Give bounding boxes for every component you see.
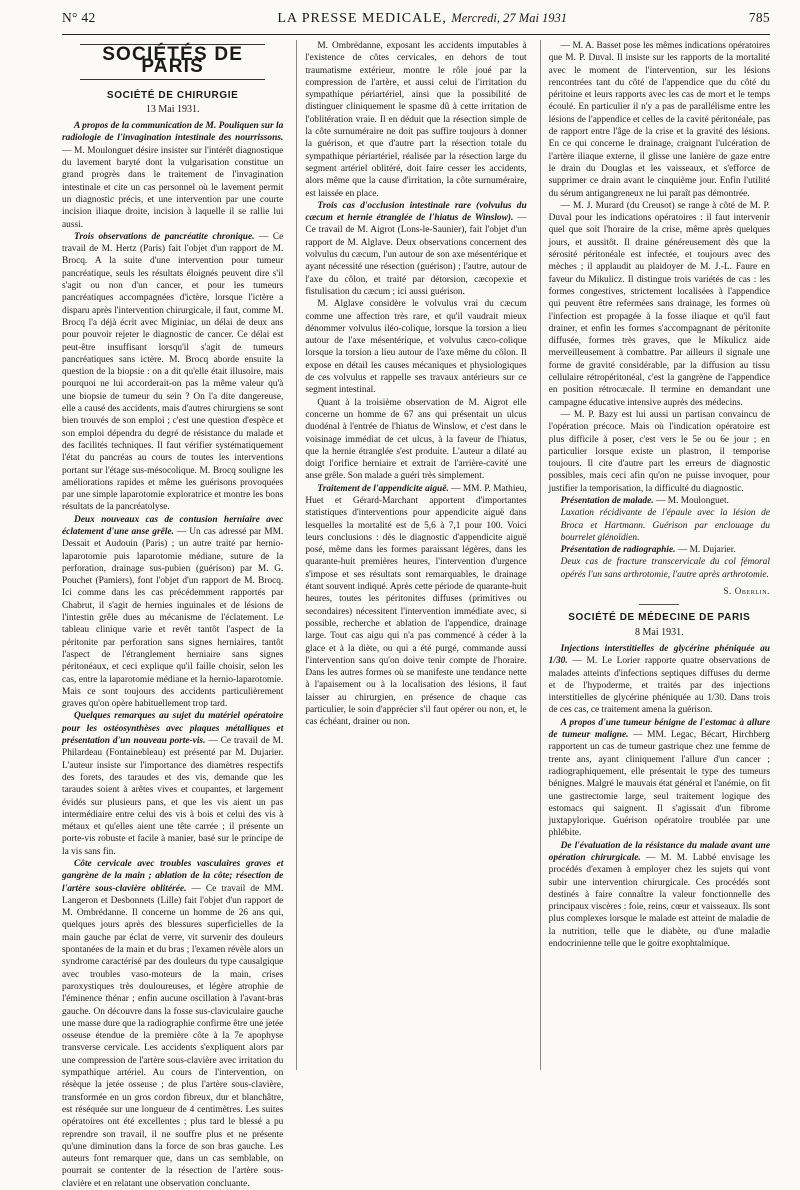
article-title: Quelques remarques au sujet du matériel opératoire pour les ostéosynthèses avec plaques métalliques et présentation d'un nouveau porte-vis. [62,711,284,747]
article-paragraph [549,840,770,951]
article-body: — Un cas adressé par MM. Dessait et Audouin (Paris) ; un autre traité par hernio-laparotomie puis laparotomie médiane, suture de la perforation, drainage sus-pubien (guérison) par M. G. Pouchet (Pamiers), font l'objet d'un rapport de M. Brocq. Ici comme dans les cas précédemment rapportés par Chabrut, il s'agit de hernies inguinales et de lésions de l'intestin grêle dues au mécanisme de l'éclatement. Le tableau clinique varie et revêt tantôt l'aspect de la péritonite par perforation sans signes herniaires, tantôt l'aspect de l'étranglement herniaire sans signes péritonéaux, et ceci explique qu'il faille choisir, selon les cas, entre la laparotomie médiane et la hernio-laparotomie. Mais ce sont toujours des accidents particulièrement graves qu'on opère habituellement trop tard. [62,526,284,710]
article-body: M. Ombrédanne, exposant les accidents imputables à l'existence de côtes cervicales, en dehors de tout traumatisme extérieur, montre le rôle joué par la compression de l'artère, et aussi celui de l'irritation du sympathique périartériel, ainsi que la possibilité de distinguer cliniquement le spasme dû à cette irritation de l'oblitération vraie. Il en déduit que la résection simple de la côte surnuméraire ne doit pas suffire toujours à donner la guérison, et que d'autre part la résection totale du sympathique périartériel, réalisée par la résection large du segment artériel oblitéré, doit faire cesser les accidents, alors même que la cause d'irritation, la côte surnuméraire, est laissée en place. [305,41,527,199]
article-paragraph [62,514,283,711]
article-body: — M. A. Basset pose les mêmes indications opératoires que M. P. Duval. Il insiste sur les rapports de la mortalité avec le moment de l'intervention, sur les lésions rencontrées tant du côté de l'appendice que du côté du péritoine et leurs rapports avec les cas de mort et le temps écoulé. En particulier il n'y a pas de parallélisme entre les lésions de l'appendice et celles de la cavité péritonéale, pas de rapport entre l'âge de la crise et la gravité des lésions. En ce qui concerne le drainage, craignant l'ulcération de l'artère iliaque externe, il glisse une lanière de gaze entre le drain du Douglas et les vaisseaux, et s'efforce de supprimer ce drain avant le cinquième jour. Enfin l'utilité du sérum antigangreneux ne lui paraît pas démontrée. [548,41,770,199]
article-title: Deux nouveaux cas de contusion herniaire avec éclatement d'une anse grêle. [62,514,284,537]
article-body: — MM. P. Mathieu, Huet et Gérard-Marchant apportent d'importantes statistiques d'interventions pour appendicite aiguë dans lesquelles la mortalité est de 5,6 à 7,1 pour 100. Voici leurs conclusions : dès le diagnostic d'appendicite aiguë posé, même dans les formes paraissant légères, dans les quarante-huit premières heures, l'intervention d'urgence s'impose et ses résultats sont remarquables, le drainage étant souvent indiqué. Après cette période de quarante-huit heures, toutes les péritonites diffuses (primitives ou secondaires) nécessitent l'intervention immédiate avec, si possible, recherche et ablation de l'appendice, drainage large. Tout cas aigu qui n'a pas commencé à céder à la glace et à la diète, ou qui a été purgé, commande aussi l'intervention sans qu'on doive tenir compte de l'horaire. Dans les autres formes où se manifeste une tendance nette à l'apaisement ou à la localisation des lésions, il faut laisser au chirurgien, en présence de chaque cas particulier, le soin d'apprécier s'il faut opérer ou non, et, le cas échéant, drainer ou non. [305,483,527,728]
article-body: M. Alglave considère le volvulus vrai du cæcum comme une affection très rare, et qu'il vaudrait mieux dénommer volvulus iléo-colique, lorsque la torsion a lieu autour de l'axe mésentérique, et volvulus cæco-colique lorsque la torsion a lieu autour de l'axe même du côlon. Il expose en détail les causes mécaniques et physiologiques de ces volvulus et rappelle ses travaux antérieurs sur ce segment intestinal. [305,299,527,396]
article-body: Quant à la troisième observation de M. Aigrot elle concerne un homme de 67 ans qui présentait un ulcus duodénal à l'entrée de l'hiatus de Winslow, et c'est dans le voisinage immédiat de cet ulcus, à la faveur de l'hiatus, que la hernie étranglée s'est produite. L'auteur a dilaté au doigt l'orifice herniaire et extrait de l'arrière-cavité une anse grêle. Son malade a guéri très simplement. [305,397,527,482]
article-paragraph [305,483,526,729]
article-body: — M. J. Murard (du Creusot) se range à côté de M. P. Duval pour les indications opératoires : il faut intervenir quel que soit l'horaire de la crise, même après quelques jours, et aussitôt. Il draine généreusement dès que la sérosité péritonéale est infectée, et toujours avec des mèches ; il applaudit au plaidoyer de M. J.-L. Faure en faveur du Mikulicz. Il distingue trois variétés de cas : les formes congestives, strictement localisées à l'appendice qui peuvent être refermées sans drainage, les formes où l'infection est propagée à la fosse iliaque et qu'il faut drainer, et enfin les formes s'accompagnant de péritonite diffusée, formes très graves, que le Mikulicz aide merveilleusement à combattre. Par ailleurs il signale une forme de gravité considérable, par la diffusion au tissu cellulaire rétropéritonéal, c'est la gangrène de l'appendice en position rétrocæcale. Il termine en demandant une campagne éducative intensive auprès des médecins. [548,200,770,408]
journal-title: LA PRESSE MEDICALE, [277,11,447,26]
article-body: — M. Le Lorier rapporte quatre observations de malades atteints d'infections septiques diffuses du derme et de l'hypoderme, et traités par des injections interstitielles de glycérine phéniquée au 1/30. Dans trois de ces cas, ce traitement amena la guérison. [548,656,770,716]
article-title: A propos de la communication de M. Pouliquen sur la radiologie de l'invagination intestinale des nourrissons. [62,121,284,144]
article-title: A propos d'une tumeur bénigne de l'estomac à allure de tumeur maligne. [548,717,770,741]
article-paragraph [305,298,526,396]
article-paragraph [549,544,770,556]
article-title: Traitement de l'appendicite aiguë. [317,483,449,494]
article-paragraph [549,200,770,409]
article-title: Trois observations de pancréatite chronique. [74,231,255,242]
article-title: Trois cas d'occlusion intestinale rare (volvulus du cæcum et hernie étranglée de l'hiatus de Winslow). [305,200,527,224]
article-paragraph [549,717,770,840]
article-paragraph [549,40,770,200]
article-body: — M. Moulonguet désire insister sur l'intérêt diagnostique du lavement baryté dont la vulgarisation constitue un grand progrès dans le traitement de l'invagination intestinale et cite un cas personnel où le lavement permit un diagnostic précis, et une intervention par une courte incision iliaque droite, incision à laquelle il se rallie lui aussi. [62,145,284,230]
header-rule [62,34,770,35]
article-subtitle: Deux cas de fracture transcervicale du col fémoral opérés l'un sans arthrotomie, l'autre après arthrotomie. [560,557,770,580]
journal-title-line [277,11,567,27]
article-paragraph [305,40,526,200]
article-paragraph [62,231,283,514]
article-body: — M. Moulonguet. [653,495,729,506]
section-divider [639,604,679,605]
article-paragraph [62,710,283,858]
article-title: Côte cervicale avec troubles vasculaires graves et gangrène de la main ; ablation de la côte; résection de l'artère sous-clavière oblitérée. [62,859,284,894]
article-title: Présentation de malade. [560,495,654,506]
article-paragraph [62,858,283,1190]
article-body: — M. M. Labbé envisage les procédés d'examen à employer chez les sujets qui vont subir une intervention chirurgicale. Ces procédés sont destinés à faire connaître la valeur fonctionnelle des principaux viscères : foie, reins, cœur et vaisseaux. Ils sont plus complexes lorsque le malade est atteint de maladie de la nutrition, telle que le diabète, ou d'une maladie endocrinienne telle que le goitre exophtalmique. [548,853,770,950]
article-paragraph [549,495,770,507]
reporter-signature: S. Oberlin. [723,586,770,597]
column-3 [540,40,770,1070]
article-subtitle: Luxation récidivante de l'épaule avec la lésion de Broca et Hartmann. Guérison par enclouage du bourrelet glénoïdien. [560,508,770,543]
text-columns [62,40,770,1189]
page-number: 785 [748,10,770,25]
article-body: — Ce travail de MM. Langeron et Desbonnets (Lille) fait l'objet d'un rapport de M. Ombrédanne. Il concerne un homme de 26 ans qui, quelques jours après des blessures superficielles de la main gauche par éclat de verre, vit survenir des douleurs spontanées de la main et du bras ; l'examen révèle alors un syndrome caractérisé par des douleurs du type causalgique avec troubles vaso-moteurs de la main, crises paroxystiques très douloureuses, et légère atrophie de l'éminence thénar ; enfin aucune oscillation à l'avant-bras gauche. On découvre dans la fosse sus-claviculaire gauche une masse dure que la radiographie confirme être une jetée osseuse étendue de la première côte à la 7e apophyse transverse cervicale. Les accidents s'expliquent alors par une compression de l'artère sous-clavière avec irritation du sympathique artériel. Au cours de l'intervention, on résèque la jetée osseuse ; de plus l'artère sous-clavière, transformée en un gros cordon fibreux, dur et blanchâtre, est réséquée sur une longueur de 4 centimètres. Les suites opératoires ont été excellentes ; plus tard le blessé a pu reprendre son travail, il ne souffre plus et ne présente qu'une diminution dans la force de son bras gauche. Les auteurs font remarquer que, dans un cas semblable, on pourrait se contenter de la résection de l'artère sous-clavière et en relatant une observation concluante. [62,883,284,1189]
session-date-medecine: 8 Mai 1931. [635,626,684,638]
session-date-chirurgie: 13 Mai 1931. [145,103,200,115]
article-body: — Ce travail de M. Philardeau (Fontainebleau) est présenté par M. Dujarier. L'auteur insiste sur l'importance des diamètres respectifs des forets, des taraudes et des vis, demande que les taraudes soient à arêtes vives et coupantes, et largement évidés sur plusieurs pans, et que les vis aient un pas intermédiaire entre celui des vis à bois et celui des vis à métaux et qu'elles aient une tête carrée ; il présente un porte-vis robuste et facile à manier, basé sur le principe de la vis sans fin. [62,736,284,857]
article-title: Présentation de radiographie. [560,545,676,556]
society-title-chirurgie: SOCIÉTÉ DE CHIRURGIE [106,89,239,101]
article-paragraph [62,120,283,231]
article-body: — Ce travail de M. Aigrot (Lons-le-Saunier), fait l'objet d'un rapport de M. Alglave. Deux observations concernent des volvulus du cæcum, l'un autour de son axe mésentérique et ayant nécessité une résection (guérison) ; l'autre, autour de l'axe du côlon, et traité par détorsion, cæcopexie et fistulisation du cæcum ; ici aussi guérison. [305,213,527,297]
society-title-medecine: SOCIÉTÉ DE MÉDECINE DE PARIS [568,612,751,624]
article-paragraph [549,643,770,717]
issue-date: Mercredi, 27 Mai 1931 [451,11,568,25]
issue-number: N° 42 [62,10,96,25]
article-body: — M. P. Bazy est lui aussi un partisan convaincu de l'opération précoce. Mais où l'indication opératoire est plus difficile à poser, c'est vers le 5e ou 6e jour ; en particulier lorsque existe un plastron, il temporise toujours. Il cite d'autre part les erreurs de diagnostic possibles, mais ceci afin qu'on ne puisse invoquer, pour justifier la temporisation, la difficulté du diagnostic. [548,409,770,494]
section-masthead: SOCIÉTÉS DE PARIS [80,44,265,80]
page-header [62,10,770,32]
article-body: — MM. Legac, Bécart, Hirchberg rapportent un cas de tumeur gastrique chez une femme de trente ans, ayant cliniquement l'allure d'un cancer ; radiographiquement, elle présentait le type des tumeurs bénignes. Malgré le mauvais état général et l'anémie, on fit une gastrectomie large, seul traitement logique des estomacs qui saignent. Il s'agissait d'un fibrome juxtapylorique. Guérison opératoire troublée par une phlébite. [548,730,770,839]
article-paragraph [549,409,770,495]
article-title: Injections interstitielles de glycérine phéniquée au 1/30. [548,643,770,667]
article-body: — M. Dujarier. [675,545,736,556]
article-paragraph [305,200,526,298]
column-2 [296,40,526,1070]
article-title: De l'évaluation de la résistance du malade avant une opération chirurgicale. [548,840,770,863]
article-paragraph [305,397,526,483]
column-1 [62,40,284,1189]
article-body: — Ce travail de M. Hertz (Paris) fait l'objet d'un rapport de M. Brocq. A la suite d'une intervention pour tumeur pancréatique, seuls les résultats éloignés peuvent dire s'il s'agit ou non d'un cancer, et pour les tumeurs pancréatiques accompagnées d'ictère, lorsque l'ictère a disparu après l'intervention chirurgicale, il faut, comme M. Brocq l'a déjà écrit avec Miginiac, un délai de deux ans pour pouvoir rejeter le diagnostic de cancer. Ce délai est peut-être insuffisant lorsqu'il s'agit de tumeurs pancréatiques sans ictère. M. Brocq aborde ensuite la question de la biopsie : on a dit qu'elle était illusoire, mais pourquoi ne lui accorderait-on pas la même valeur qu'à une biopsie de tumeur du sein ? On l'a dite dangereuse, elle a causé des accidents, mais d'autres chirurgiens se sont bien trouvés de son emploi ; c'est une question d'espèce et son emploi dépendra du degré de résistance du malade et des facilités techniques. Il faut vérifier systématiquement l'état du pancréas au cours de toutes les interventions portant sur l'étage sus-mésocolique. M. Brocq souligne les améliorations rapides et même les guérisons provoquées par une simple laparotomie exploratrice et montre les bons résultats de la pancréatolyse. [62,231,284,513]
